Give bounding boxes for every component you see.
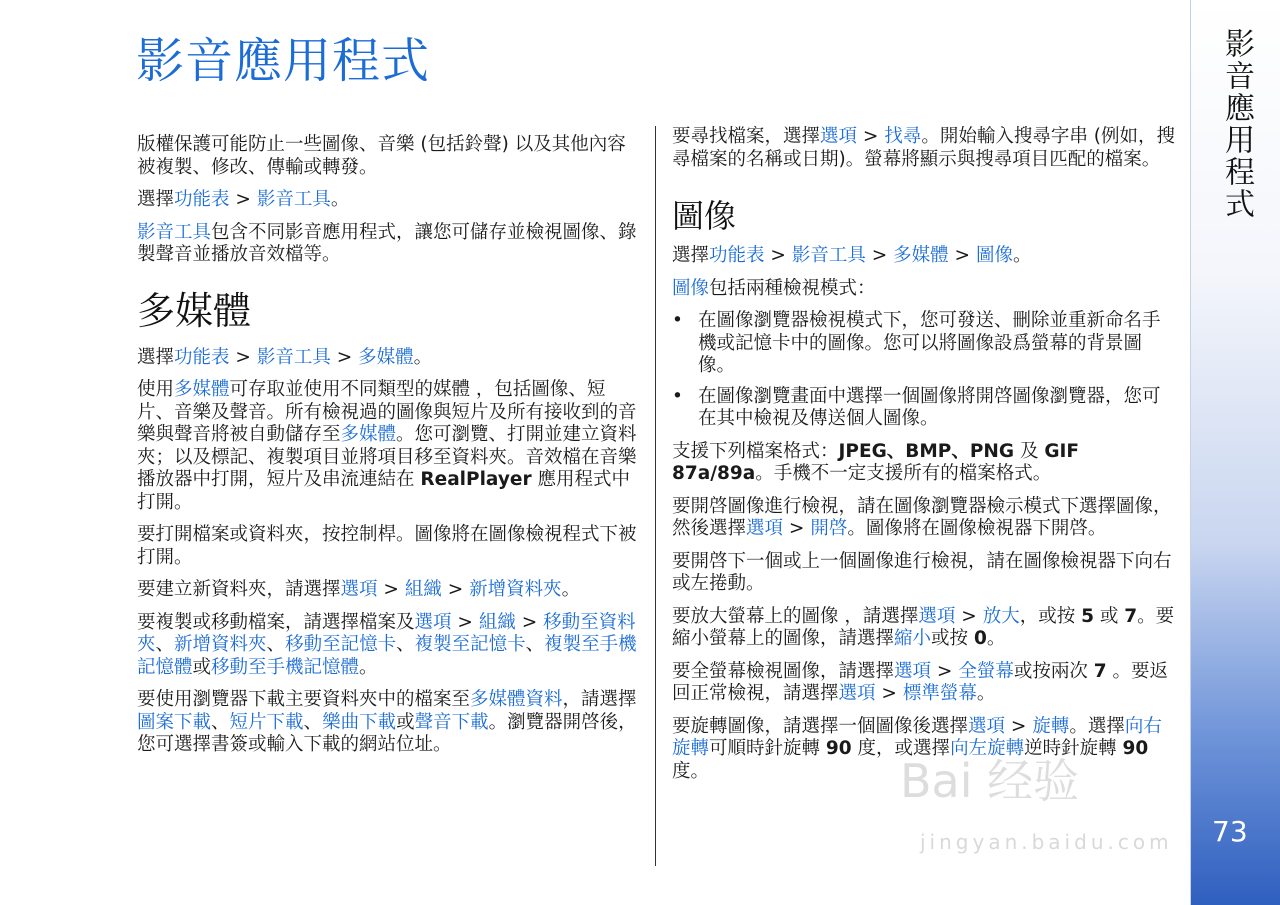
text: 或按兩次 <box>1013 660 1088 682</box>
text: 使用 <box>137 379 175 400</box>
sound-download-link[interactable]: 聲音下載 <box>414 711 489 733</box>
text: 要旋轉圖像，請選擇一個圖像後選擇 <box>672 715 969 737</box>
text: 、 <box>525 634 545 655</box>
separator: > <box>235 189 251 210</box>
music-download-link[interactable]: 樂曲下載 <box>322 711 397 733</box>
text: 、 <box>211 711 230 733</box>
options-link[interactable]: 選項 <box>918 605 956 627</box>
copyright-paragraph <box>137 134 637 179</box>
text: 、 <box>155 634 175 655</box>
text: 要開啓下一個或上一個圖像進行檢視，請在圖像檢視器下向右或左捲動。 <box>672 550 1172 594</box>
separator: > <box>457 611 473 633</box>
text: 。手機不一定支援所有的檔案格式。 <box>755 463 1052 484</box>
separator: > <box>954 245 971 266</box>
move-to-phone-link[interactable]: 移動至手機記憶體 <box>211 656 360 678</box>
separator: > <box>521 611 538 633</box>
text: 要全螢幕檢視圖像，請選擇 <box>672 660 895 682</box>
options-link[interactable]: 選項 <box>414 611 452 633</box>
multimedia-link[interactable]: 多媒體 <box>340 424 397 445</box>
key-7: 7 <box>1124 605 1138 627</box>
text: 版權保護可能防止一些圖像、音樂 (包括鈴聲) 以及其他內容被複製、修改、傳輸或轉發。 <box>137 134 626 178</box>
text: 要使用瀏覽器下載主要資料夾中的檔案至 <box>137 689 471 710</box>
zoom-in-link[interactable]: 放大 <box>982 605 1020 627</box>
clip-download-link[interactable]: 短片下載 <box>229 711 304 733</box>
copy-to-phone-link[interactable]: 複製至手機記憶體 <box>137 634 637 678</box>
rotate-left-link[interactable]: 向左旋轉 <box>950 738 1025 759</box>
text: 要建立新資料夾，請選擇 <box>137 579 341 600</box>
move-to-folder-link[interactable]: 移動至資料夾 <box>137 611 636 655</box>
left-column <box>137 134 637 767</box>
multimedia-link[interactable]: 多媒體 <box>893 245 949 266</box>
text: 。要縮小螢幕上的圖像，請選擇 <box>672 605 1175 649</box>
watermark: Bai 经验 <box>900 754 1080 808</box>
degrees-90: 90 <box>825 738 852 759</box>
text: 。 <box>976 683 996 704</box>
options-link[interactable]: 選項 <box>838 683 876 704</box>
text: 度，或選擇 <box>851 738 951 759</box>
find-link[interactable]: 找尋 <box>884 126 922 147</box>
text: 或 <box>396 711 415 733</box>
gif-format: GIF 87a/89a <box>672 440 1080 484</box>
separator: > <box>383 579 399 600</box>
separator: > <box>881 683 897 704</box>
text: 。 <box>1012 245 1032 266</box>
text: 可存取並使用不同類型的媒體 ，包括圖像、短片、音樂及聲音。所有檢視過的圖像與短片及所有接收到的音樂與聲音將被自動儲存至 <box>137 379 637 445</box>
realplayer-name: RealPlayer <box>420 469 532 490</box>
select-images-paragraph <box>672 245 1177 268</box>
options-link[interactable]: 選項 <box>746 518 784 539</box>
images-heading: 圖像 <box>672 197 737 235</box>
text: 、 <box>303 711 323 733</box>
text: 。您可瀏覽、打開並建立資料夾；以及標記、複製項目並將項目移至資料夾。音效檔在音樂播放器中打開，短片及串流連結在 <box>137 424 637 490</box>
separator: > <box>936 660 953 682</box>
separator: > <box>447 579 464 600</box>
key-7: 7 <box>1093 660 1107 682</box>
text: 。瀏覽器開啓後，您可選擇書簽或輸入下載的網站位址。 <box>137 711 637 755</box>
zoom-out-link[interactable]: 縮小 <box>894 628 932 649</box>
menu-link[interactable]: 功能表 <box>174 346 230 368</box>
copy-move-paragraph <box>137 612 637 680</box>
multimedia-heading: 多媒體 <box>137 288 252 333</box>
text: 或按 <box>931 628 969 649</box>
images-link[interactable]: 圖像 <box>672 277 710 299</box>
text: 度。 <box>672 760 710 782</box>
text: 逆時針旋轉 <box>1024 738 1117 759</box>
text: 或 <box>192 656 212 678</box>
rotate-link[interactable]: 旋轉 <box>1032 715 1070 737</box>
degrees-90: 90 <box>1122 738 1149 759</box>
text: 。 <box>561 579 581 600</box>
normal-screen-link[interactable]: 標準螢幕 <box>902 683 977 704</box>
new-folder-link[interactable]: 新增資料夾 <box>174 634 267 655</box>
text: 應用程式中打開。 <box>137 469 630 513</box>
page-number: 73 <box>1212 815 1248 848</box>
watermark-url: jingyan.baidu.com <box>920 830 1173 854</box>
text: ，請選擇 <box>562 689 637 710</box>
text: 選擇 <box>672 245 710 266</box>
text: 在圖像瀏覽器檢視模式下，您可發送、刪除並重新命名手機或記憶卡中的圖像。您可以將圖像設爲螢幕的背景圖像。 <box>698 310 1161 376</box>
open-image-paragraph <box>672 496 1177 541</box>
text: 。選擇 <box>1069 715 1125 737</box>
separator: > <box>871 245 888 266</box>
images-desc-paragraph <box>672 278 1177 301</box>
bullet-icon: • <box>672 385 683 407</box>
multimedia-link[interactable]: 多媒體 <box>358 346 414 368</box>
media-tools-link[interactable]: 影音工具 <box>791 245 866 266</box>
text: 要放大螢幕上的圖像 ，請選擇 <box>672 605 919 627</box>
text: 、 <box>266 634 286 655</box>
rotate-right-link[interactable]: 向右旋轉 <box>672 715 1162 759</box>
list-item <box>672 386 1177 431</box>
images-link[interactable]: 圖像 <box>975 245 1013 266</box>
menu-link[interactable]: 功能表 <box>174 189 230 210</box>
copy-to-card-link[interactable]: 複製至記憶卡 <box>414 634 526 655</box>
media-tools-desc-paragraph <box>137 222 637 267</box>
page-title: 影音應用程式 <box>136 33 431 89</box>
format-list: JPEG、BMP、PNG <box>838 440 1015 462</box>
separator: > <box>862 126 879 147</box>
image-download-link[interactable]: 圖案下載 <box>137 711 212 733</box>
multimedia-link[interactable]: 多媒體 <box>174 379 230 400</box>
multimedia-usage-paragraph <box>137 379 637 514</box>
open-file-paragraph <box>137 524 637 569</box>
select-multimedia-paragraph <box>137 347 637 370</box>
separator: > <box>788 518 805 539</box>
text: 。開始輸入搜尋字串 (例如，搜尋檔案的名稱或日期)。螢幕將顯示與搜尋項目匹配的檔案。 <box>672 126 1175 170</box>
text: 選擇 <box>137 346 175 368</box>
open-link[interactable]: 開啓 <box>810 518 848 539</box>
next-prev-paragraph <box>672 551 1177 596</box>
options-link[interactable]: 選項 <box>820 126 858 147</box>
text: 要打開檔案或資料夾，按控制桿。圖像將在圖像檢視程式下被打開。 <box>137 524 637 568</box>
move-to-card-link[interactable]: 移動至記憶卡 <box>285 634 397 655</box>
separator: > <box>961 605 977 627</box>
text: 。 <box>330 189 350 210</box>
side-tab-title: 影音應用程式 <box>1219 28 1254 220</box>
new-folder-link[interactable]: 新增資料夾 <box>469 579 562 600</box>
media-tools-link[interactable]: 影音工具 <box>137 221 212 243</box>
separator: > <box>336 346 353 368</box>
find-paragraph <box>672 126 1177 171</box>
separator: > <box>1010 715 1027 737</box>
text: 或 <box>1094 605 1125 627</box>
column-divider <box>655 126 656 866</box>
organize-link[interactable]: 組織 <box>404 579 442 600</box>
text: 包括兩種檢視模式： <box>709 277 876 299</box>
right-column <box>672 126 1177 793</box>
key-5: 5 <box>1081 605 1094 627</box>
media-tools-link[interactable]: 影音工具 <box>256 346 331 368</box>
menu-link[interactable]: 功能表 <box>709 245 765 266</box>
text: 可順時針旋轉 <box>709 738 821 759</box>
text: 在圖像瀏覽畫面中選擇一個圖像將開啓圖像瀏覽器，您可在其中檢視及傳送個人圖像。 <box>698 385 1161 429</box>
options-link[interactable]: 選項 <box>968 715 1006 737</box>
list-item <box>672 310 1177 378</box>
multimedia-folder-link[interactable]: 多媒體資料 <box>470 689 563 710</box>
select-media-tools-paragraph <box>137 189 637 212</box>
organize-link[interactable]: 組織 <box>478 611 516 633</box>
full-screen-paragraph <box>672 661 1177 706</box>
text: 要開啓圖像進行檢視，請在圖像瀏覽器檢示模式下選擇圖像，然後選擇 <box>672 495 1172 539</box>
bullet-icon: • <box>672 310 683 331</box>
options-link[interactable]: 選項 <box>894 660 932 682</box>
text: 。 <box>359 656 378 678</box>
full-screen-link[interactable]: 全螢幕 <box>958 660 1014 682</box>
zoom-paragraph <box>672 606 1177 651</box>
options-link[interactable]: 選項 <box>340 579 378 600</box>
text: 要複製或移動檔案，請選擇檔案及 <box>137 611 415 633</box>
key-0: 0 <box>973 628 987 649</box>
text: 。 <box>413 346 433 368</box>
separator: > <box>235 346 251 368</box>
formats-paragraph <box>672 441 1177 486</box>
text: 支援下列檔案格式： <box>672 440 839 462</box>
text: 選擇 <box>137 189 175 210</box>
text: 要尋找檔案，選擇 <box>672 126 821 147</box>
media-tools-link[interactable]: 影音工具 <box>256 189 331 210</box>
separator: > <box>770 245 786 266</box>
view-modes-list <box>672 310 1177 431</box>
new-folder-paragraph <box>137 579 637 602</box>
text: 及 <box>1014 440 1045 462</box>
text: 。圖像將在圖像檢視器下開啓。 <box>847 518 1107 539</box>
text: 。要返回正常檢視，請選擇 <box>672 660 1169 704</box>
text: 、 <box>396 634 415 655</box>
download-paragraph <box>137 689 637 757</box>
text: 包含不同影音應用程式，讓您可儲存並檢視圖像、錄製聲音並播放音效檔等。 <box>137 221 637 265</box>
text: ，或按 <box>1019 605 1076 627</box>
text: 。 <box>986 628 1006 649</box>
